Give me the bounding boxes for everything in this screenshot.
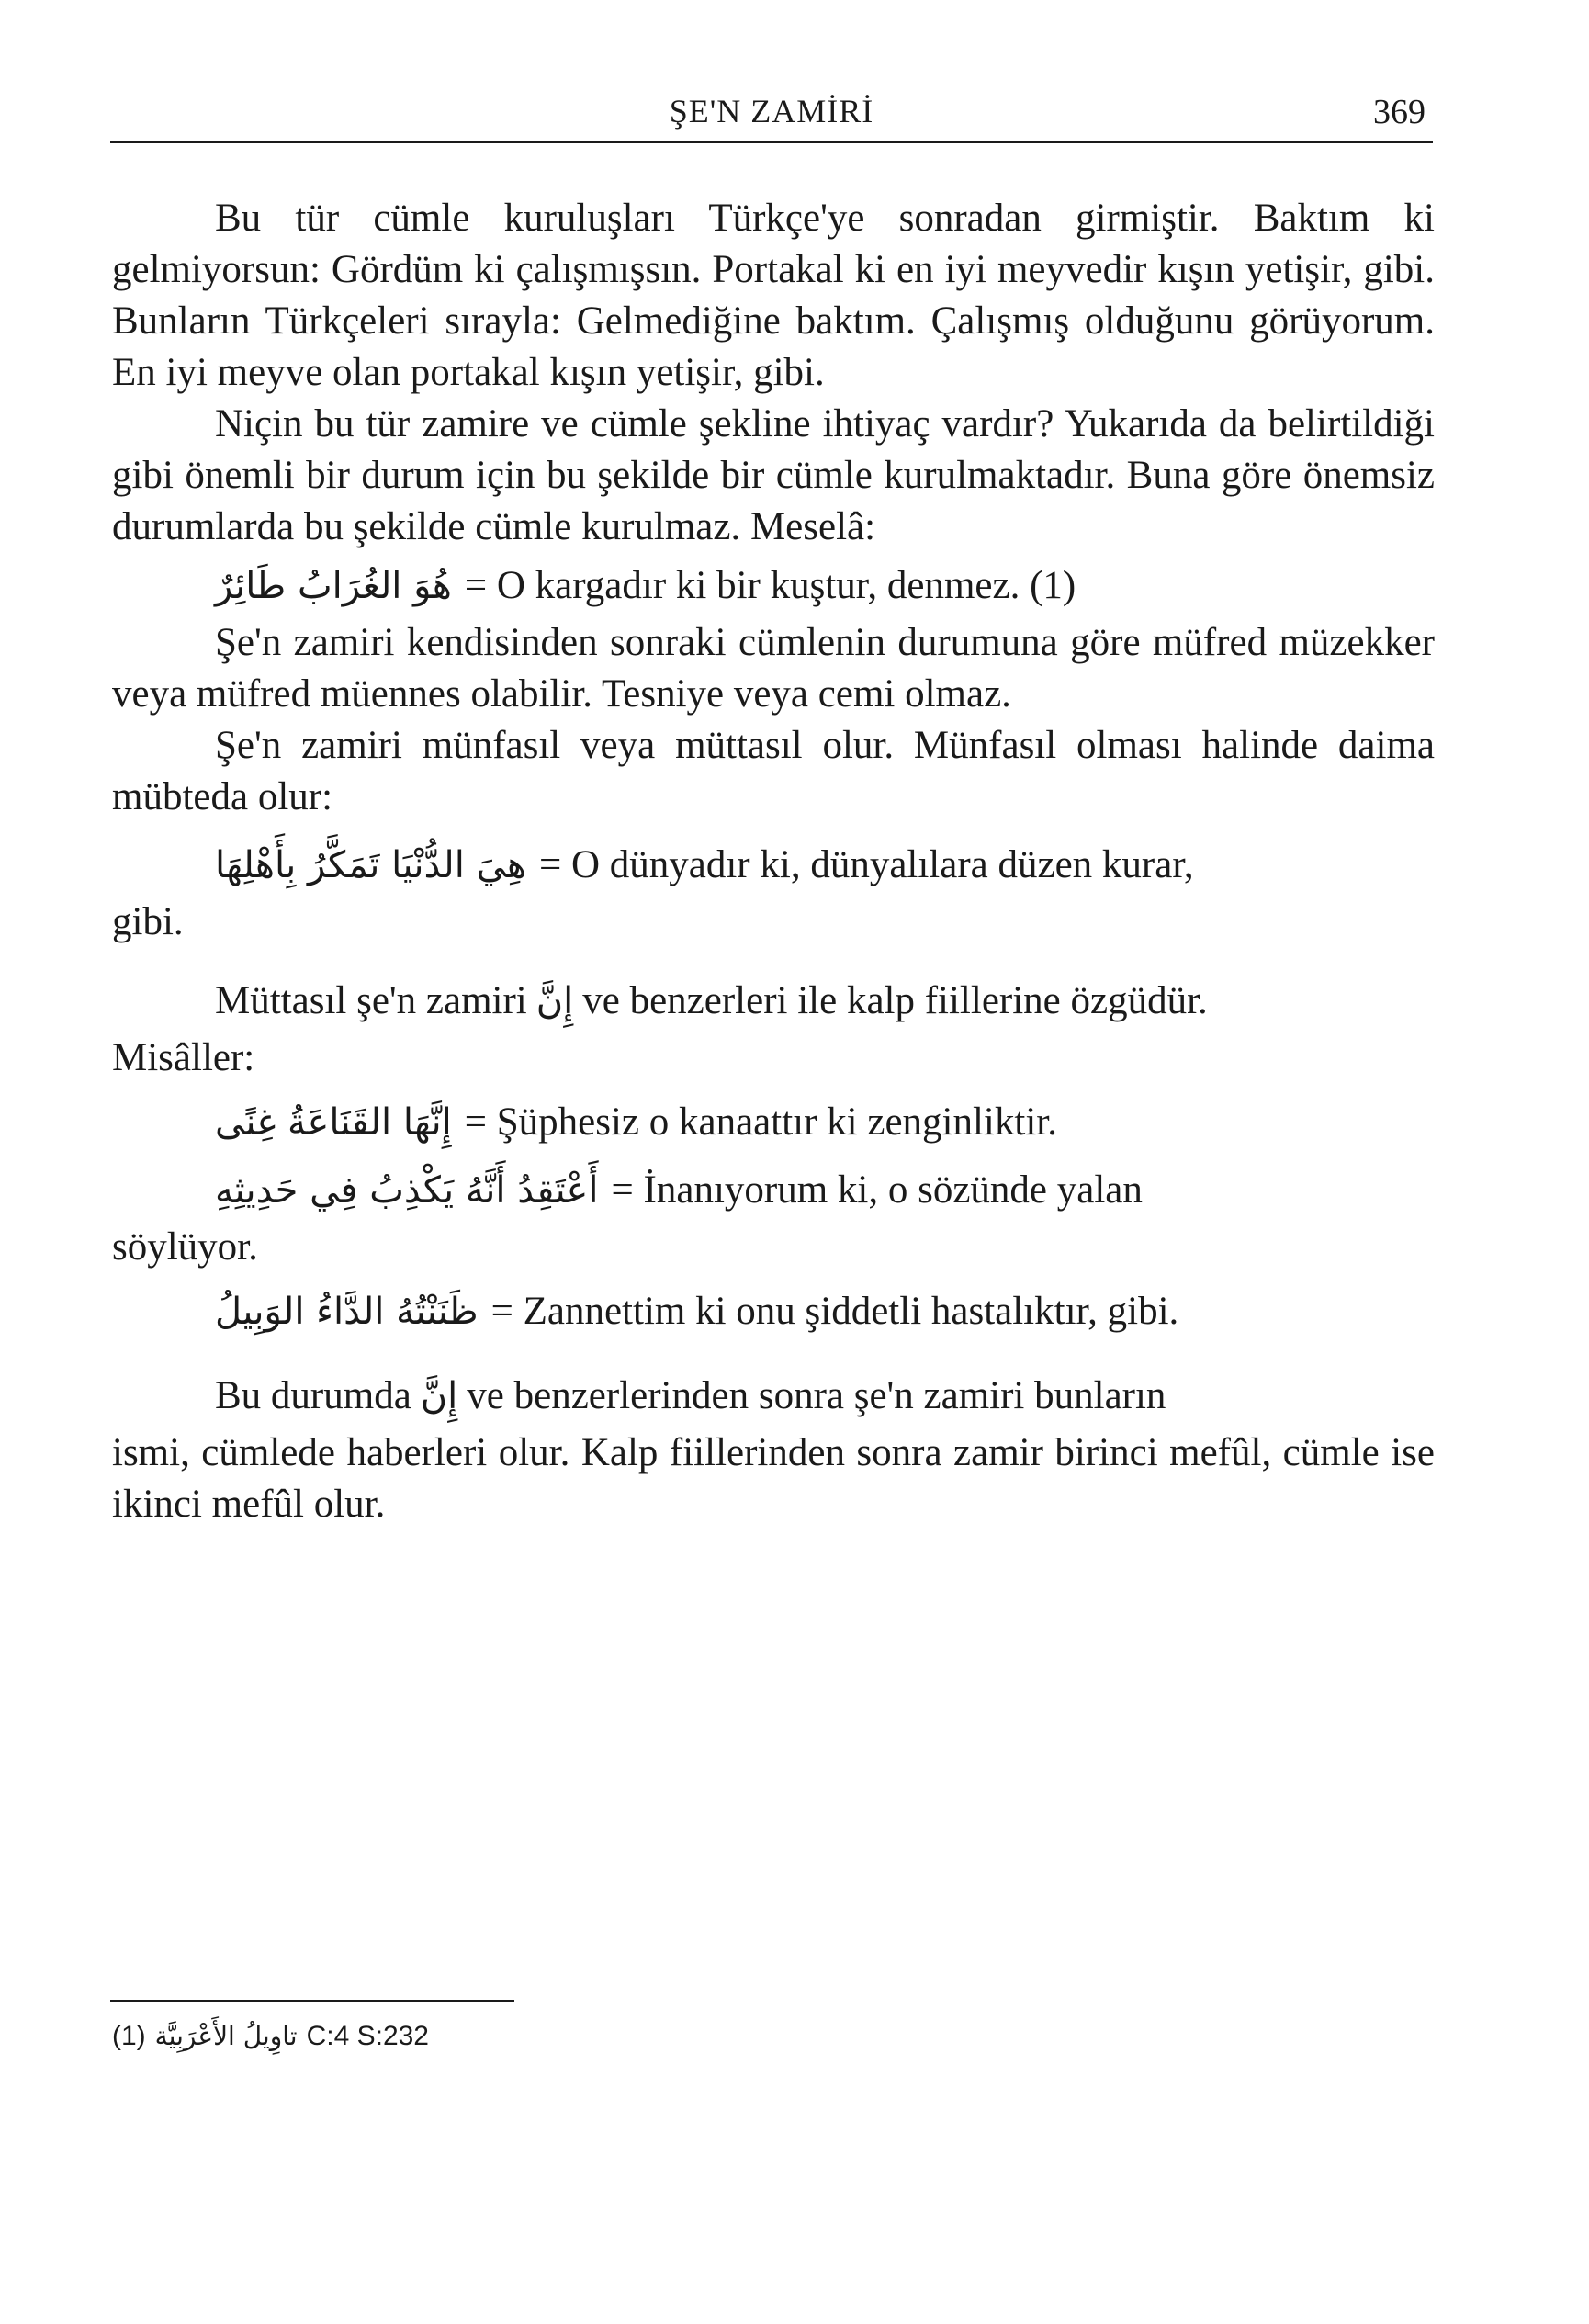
page-number: 369 [1373,93,1426,131]
arabic-inna-1: إِنَّ [535,980,574,1022]
header-rule [110,141,1433,143]
example-2 [112,840,1435,891]
example-4-translation: = İnanıyorum ki, o sözünde yalan [611,1168,1143,1212]
chapter-title: ŞE'N ZAMİRİ [669,93,874,130]
example-1 [112,560,1435,612]
paragraph-5-after: ve benzerleri ile kalp fiillerine özgüdür. [582,979,1208,1022]
paragraph-6-after: ve benzerlerinden sonra şe'n zamiri bunların [467,1374,1166,1417]
paragraph-2: Niçin bu tür zamire ve cümle şekline ihtiyaç vardır? Yukarıda da belirtildiği gibi önemli bir durum için bu şekilde bir cümle kurulmaktadır. Buna göre önemsiz durumlarda bu şekilde cümle kurulmaz. Meselâ: [112,402,1435,548]
footnote-rule [110,2000,514,2002]
footnote-reference: C:4 S:232 [306,2021,429,2051]
paragraph-6-continuation: ismi, cümlede haberleri olur. Kalp fiillerinden sonra zamir birinci mefûl, cümle ise ikinci mefûl olur. [112,1431,1435,1526]
arabic-example-1: هُوَ الغُرَابُ طَائِرٌ [215,565,452,607]
spacer [112,1343,1435,1363]
example-4-continuation: söylüyor. [112,1225,258,1269]
arabic-inna-2: إِنَّ [420,1375,458,1417]
paragraph-4: Şe'n zamiri münfasıl veya müttasıl olur. Münfasıl olması halinde daima mübteda olur: [112,724,1435,818]
paragraph-3: Şe'n zamiri kendisinden sonraki cümlenin durumuna göre müfred müzekker veya müfred müennes olabilir. Tesniye veya cemi olmaz. [112,621,1435,716]
page-body [112,193,1435,1530]
example-1-translation: = O kargadır ki bir kuştur, denmez. (1) [464,564,1076,607]
example-5 [112,1286,1435,1337]
running-header [110,92,1433,147]
example-4 [112,1165,1435,1216]
example-2-translation: = O dünyadır ki, dünyalılara düzen kurar, [538,843,1194,886]
arabic-example-4: أَعْتَقِدُ أَنَّهُ يَكْذِبُ فِي حَدِيثِهِ [215,1169,599,1212]
paragraph-5-before: Müttasıl şe'n zamiri [215,979,527,1022]
paragraph-5-continuation: Misâller: [112,1036,255,1079]
paragraph-6-before: Bu durumda [215,1374,411,1417]
paragraph-6 [112,1371,1435,1422]
footnote [112,2021,429,2052]
example-3-translation: = Şüphesiz o kanaattır ki zenginliktir. [464,1100,1057,1144]
example-5-translation: = Zannettim ki onu şiddetli hastalıktır, gibi. [490,1290,1179,1333]
arabic-example-2: هِيَ الدُّنْيَا تَمَكَّرُ بِأَهْلِهَا [215,844,526,886]
paragraph-5 [112,976,1435,1027]
footnote-marker: (1) [112,2021,146,2051]
example-2-continuation: gibi. [112,900,184,943]
paragraph-1: Bu tür cümle kuruluşları Türkçe'ye sonradan girmiştir. Baktım ki gelmiyorsun: Gördüm ki çalışmışsın. Portakal ki en iyi meyvedir kışın yetişir, gibi. Bunların Türkçeleri sırayla: Gelmediğine baktım. Çalışmış olduğunu görüyorum. En iyi meyve olan portakal kışın yetişir, gibi. [112,197,1435,394]
spacer [112,948,1435,968]
example-3 [112,1097,1435,1148]
arabic-example-5: ظَنَنْتُهُ الدَّاءُ الوَبِيلُ [215,1291,479,1333]
arabic-example-3: إِنَّهَا القَنَاعَةُ غِنًى [215,1101,452,1144]
footnote-arabic-source: تاوِيلُ الأَعْرَبِيَّة [154,2021,298,2051]
